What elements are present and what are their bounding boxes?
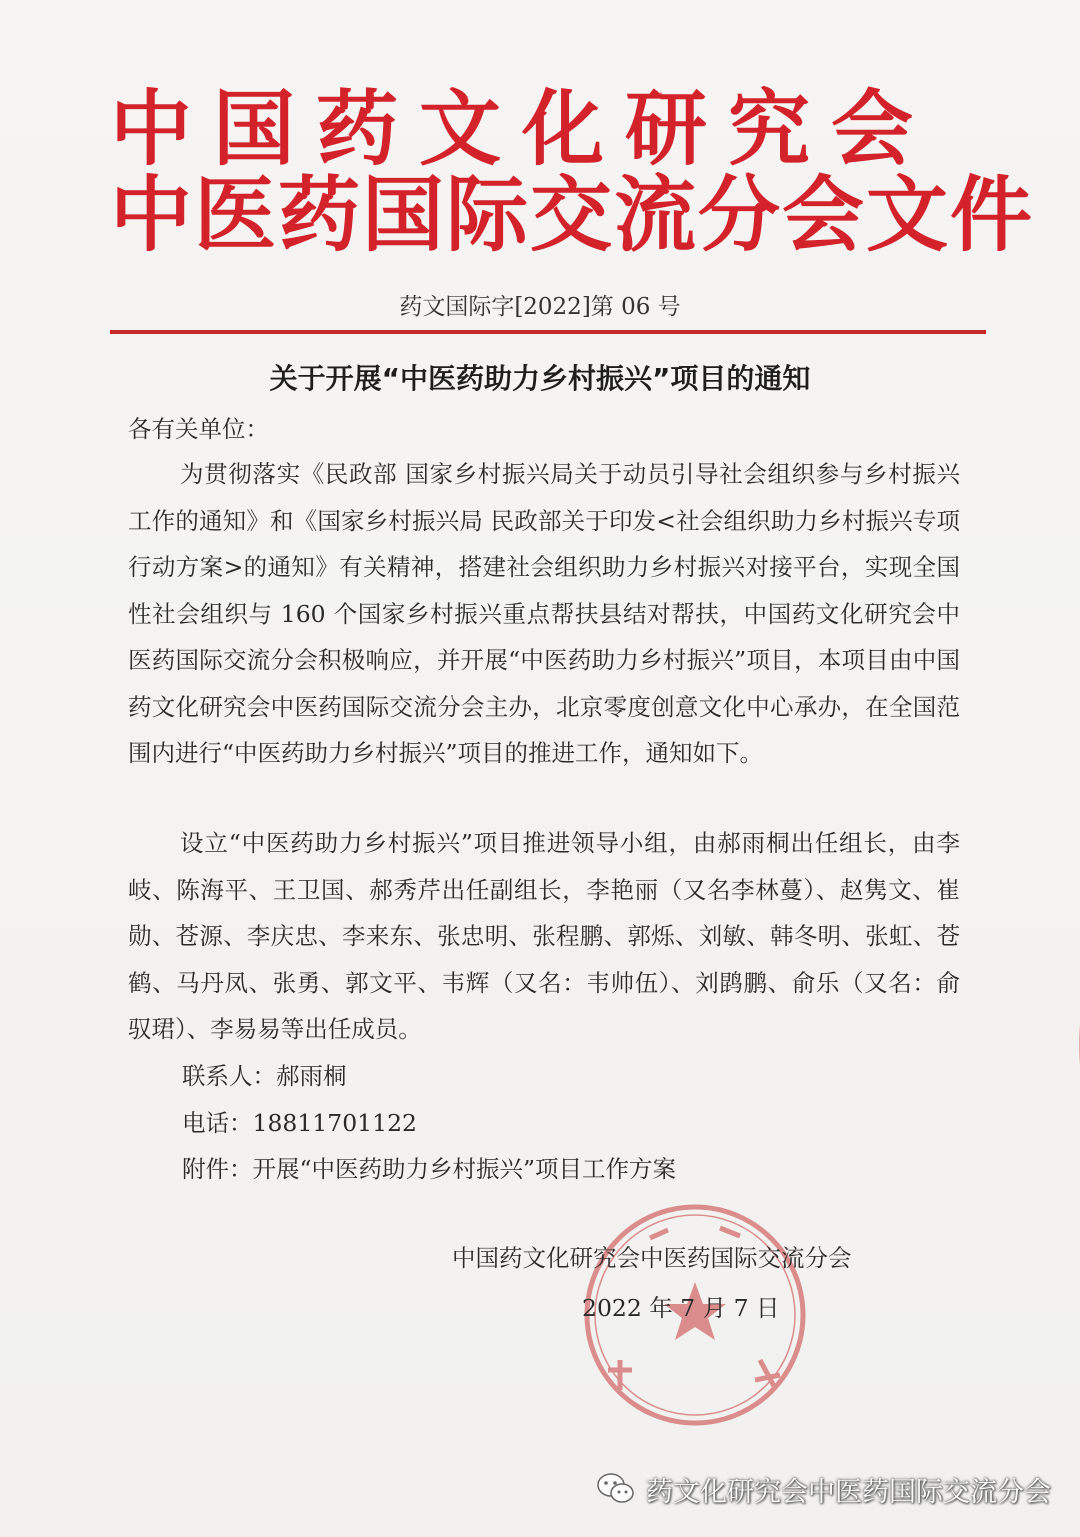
header-org-name: 中国药文化研究会 [110, 82, 935, 177]
salutation: 各有关单位： [128, 415, 269, 443]
attachment-line: 附件：开展“中医药助力乡村振兴”项目工作方案 [182, 1155, 677, 1183]
body-paragraph: 为贯彻落实《民政部 国家乡村振兴局关于动员引导社会组织参与乡村振兴工作的通知》和《国家乡村振兴局 民政部关于印发<社会组织助力乡村振兴专项行动方案>的通知》有关精神，搭建社会组织助力乡村振兴对接平台，实现全国性社会组织与 160 个国家乡村振兴重点帮扶县结对帮扶，中国药文化研究会中医药国际交流分会积极响应，并开展“中医药助力乡村振兴”项目，本项目由中国药文化研究会中医药国际交流分会主办，北京零度创意文化中心承办，在全国范围内进行“中医药助力乡村振兴”项目的推进工作，通知如下。 [128, 460, 960, 767]
signature-date: 2022 年 7 月 7 日 [582, 1294, 780, 1322]
notice-title: 关于开展“中医药助力乡村振兴”项目的通知 [269, 362, 811, 395]
footer-watermark-text: 药文化研究会中医药国际交流分会 [646, 1476, 1051, 1508]
body-paragraph: 设立“中医药助力乡村振兴”项目推进领导小组，由郝雨桐出任组长，由李岐、陈海平、王卫国、郝秀芹出任副组长，李艳丽（又名李林蔓）、赵隽文、崔勋、苍源、李庆忠、李来东、张忠明、张程鹏、郭烁、刘敏、韩冬明、张虹、苍鹤、马丹凤、张勇、郭文平、韦辉（又名：韦帅伍）、刘鹍鹏、俞乐（又名：俞驭珺）、李易易等出任成员。 [128, 829, 960, 1043]
contact-person: 联系人：郝雨桐 [182, 1062, 347, 1090]
wechat-icon [594, 1467, 638, 1511]
red-divider [110, 330, 986, 334]
footer-watermark [594, 1465, 1051, 1513]
document-number: 药文国际字[2022]第 06 号 [399, 294, 681, 320]
edge-seal-icon [1060, 960, 1080, 1130]
header-document-type: 中医药国际交流分会文件 [110, 168, 1035, 263]
signature-organization: 中国药文化研究会中医药国际交流分会 [452, 1244, 852, 1272]
contact-phone: 电话：18811701122 [182, 1109, 417, 1137]
